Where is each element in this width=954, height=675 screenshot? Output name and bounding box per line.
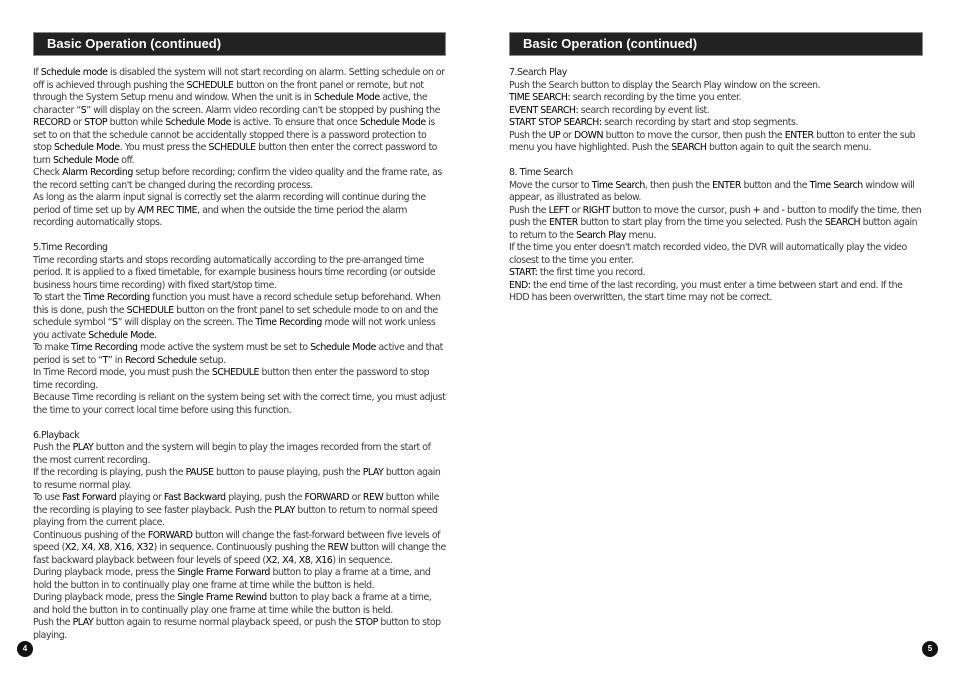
text-run: is active. To ensure that once bbox=[231, 117, 360, 128]
text-run: To make bbox=[33, 342, 71, 353]
text-run: If the recording is playing, push the bbox=[33, 467, 186, 478]
text-run: Check bbox=[33, 167, 63, 178]
paragraph bbox=[509, 105, 923, 118]
text-run: button to start play from the time you selected. Push the bbox=[577, 217, 825, 228]
keyword: END: bbox=[509, 279, 531, 291]
text-run: During playback mode, press the bbox=[33, 592, 178, 603]
keyword: X8 bbox=[298, 554, 311, 566]
keyword: Schedule Mode bbox=[53, 142, 120, 153]
left-page bbox=[33, 0, 446, 675]
keyword: Fast Forward bbox=[62, 492, 117, 503]
text-run: is set to on that the schedule cannot be accidentally stopped there is a password protection to stop bbox=[33, 117, 435, 153]
text-run: off. bbox=[118, 154, 135, 166]
keyword: DOWN bbox=[573, 129, 604, 141]
keyword: Record Schedule bbox=[124, 354, 197, 366]
keyword: RECORD bbox=[33, 117, 71, 128]
text-run: function you must have a record schedule setup beforehand. When this is done, push the bbox=[33, 292, 441, 316]
text-run: 7.Search Play bbox=[509, 67, 567, 78]
right-page bbox=[509, 0, 923, 675]
text-run: ” will display on the screen. Alarm video recording can't be stopped by pushing the bbox=[86, 104, 440, 116]
paragraph bbox=[33, 592, 446, 617]
text-run: button while bbox=[107, 117, 166, 128]
text-run: , bbox=[293, 554, 299, 566]
text-run: search recording by start and stop segments. bbox=[601, 117, 798, 128]
keyword: T bbox=[102, 354, 108, 366]
text-run: window will appear, as illustrated as below. bbox=[509, 179, 915, 203]
text-run: . You must press the bbox=[119, 142, 209, 153]
text-run: ” in bbox=[107, 354, 125, 366]
keyword: Time Recording bbox=[255, 317, 322, 328]
keyword: SEARCH bbox=[824, 217, 861, 228]
text-run: Time recording starts and stops recording automatically according to the pre-arranged time period. It is applied to a fixed timetable, for example business hours time recording (or outside business hours time recording) with fixed start/stop time. bbox=[33, 254, 436, 291]
text-run: , bbox=[310, 554, 316, 566]
text-run: To start the bbox=[33, 292, 84, 303]
text-run: mode will not work unless you activate bbox=[33, 317, 436, 341]
text-run: playing or bbox=[116, 492, 164, 503]
keyword: A/M REC TIME bbox=[137, 204, 198, 216]
keyword: PLAY bbox=[362, 467, 384, 478]
keyword: S bbox=[112, 317, 118, 328]
keyword: X4 bbox=[282, 554, 294, 566]
paragraph bbox=[33, 392, 446, 417]
keyword: X32 bbox=[136, 542, 154, 553]
keyword: PLAY bbox=[72, 617, 94, 628]
keyword: UP bbox=[548, 129, 561, 141]
paragraph-gap bbox=[33, 230, 446, 243]
text-run: Push the Search button to display the Search Play window on the screen. bbox=[509, 79, 821, 91]
text-run: Push the bbox=[509, 129, 549, 141]
keyword: X8 bbox=[97, 542, 110, 553]
keyword: X2 bbox=[265, 554, 278, 566]
text-run: Push the bbox=[33, 442, 73, 453]
text-run: button again to resume normal playback speed, or push the bbox=[93, 617, 355, 628]
section-header: Basic Operation (continued) bbox=[509, 32, 923, 56]
keyword: Fast Backward bbox=[163, 492, 226, 503]
text-run: button then enter the password to stop time recording. bbox=[33, 367, 430, 391]
keyword: RIGHT bbox=[582, 204, 610, 216]
text-run: setup before recording; confirm the video quality and the frame rate, as the record setting can't be changed during the recording process. bbox=[33, 167, 442, 191]
text-run: To use bbox=[33, 492, 63, 503]
paragraph bbox=[33, 567, 446, 592]
text-run: button will change the fast backward playback between four levels of speed ( bbox=[33, 542, 446, 566]
text-run: button then enter the correct password to turn bbox=[33, 142, 437, 166]
section-title bbox=[33, 430, 446, 443]
text-run: , bbox=[76, 542, 82, 553]
keyword: Schedule Mode bbox=[310, 342, 376, 353]
text-run: . bbox=[154, 329, 157, 341]
text-run: Push the bbox=[509, 204, 549, 216]
text-run: playing, push the bbox=[225, 492, 305, 503]
text-run: button and the system will begin to play the images recorded from the start of the most current recording. bbox=[33, 442, 431, 466]
keyword: Alarm Recording bbox=[62, 167, 133, 178]
text-run: , and when the outside the time period the alarm recording automatically stops. bbox=[33, 204, 407, 228]
keyword: Single Frame Rewind bbox=[177, 592, 267, 603]
text-run: Because Time recording is reliant on the system being set with the correct time, you must adjust the time to your correct local time before using this function. bbox=[33, 392, 446, 416]
text-run: or bbox=[568, 204, 583, 216]
paragraph bbox=[33, 342, 446, 367]
section-title bbox=[509, 167, 923, 180]
text-run: , bbox=[109, 542, 115, 553]
paragraph bbox=[33, 367, 446, 392]
keyword: START STOP SEARCH: bbox=[509, 117, 602, 128]
paragraph bbox=[509, 280, 923, 305]
page-number: 4 bbox=[17, 641, 33, 657]
paragraph-gap bbox=[509, 155, 923, 168]
keyword: SCHEDULE bbox=[186, 79, 234, 91]
paragraph bbox=[509, 92, 923, 105]
paragraph-gap bbox=[33, 417, 446, 430]
text-run: , bbox=[277, 554, 283, 566]
keyword: + bbox=[752, 204, 761, 216]
keyword: X16 bbox=[114, 542, 132, 553]
keyword: Time Recording bbox=[70, 342, 138, 353]
keyword: X4 bbox=[81, 542, 93, 553]
text-run: search recording by event list. bbox=[578, 104, 710, 116]
keyword: X2 bbox=[64, 542, 77, 553]
text-run: Move the cursor to bbox=[509, 179, 592, 191]
paragraph bbox=[509, 80, 923, 93]
text-run: mode active the system must be set to bbox=[137, 342, 311, 353]
keyword: SCHEDULE bbox=[211, 367, 259, 378]
keyword: X16 bbox=[315, 554, 333, 566]
text-run: , then push the bbox=[644, 179, 713, 191]
paragraph bbox=[509, 117, 923, 130]
keyword: SEARCH bbox=[671, 142, 707, 153]
keyword: Schedule Mode bbox=[359, 117, 426, 128]
keyword: Schedule Mode bbox=[52, 154, 119, 166]
right-page-body bbox=[509, 67, 923, 305]
keyword: ENTER bbox=[712, 179, 741, 191]
left-page-body bbox=[33, 67, 446, 642]
paragraph bbox=[33, 67, 446, 167]
text-run: ) in sequence. Continuously pushing the bbox=[153, 542, 328, 553]
section-title bbox=[33, 242, 446, 255]
text-run: During playback mode, press the bbox=[33, 567, 178, 578]
keyword: PAUSE bbox=[185, 467, 214, 478]
text-run: As long as the alarm input signal is correctly set the alarm recording will continue during the period of time set up by bbox=[33, 192, 426, 216]
paragraph bbox=[33, 292, 446, 342]
keyword: REW bbox=[327, 542, 348, 553]
text-run: 8. Time Search bbox=[509, 167, 573, 178]
text-run: button again to return to the bbox=[509, 217, 918, 241]
keyword: - bbox=[781, 204, 785, 216]
paragraph bbox=[33, 530, 446, 568]
keyword: ENTER bbox=[784, 129, 814, 141]
text-run: button to pause playing, push the bbox=[213, 467, 363, 478]
text-run: or bbox=[349, 492, 363, 503]
keyword: FORWARD bbox=[304, 492, 350, 503]
text-run: 5.Time Recording bbox=[33, 242, 108, 253]
keyword: Schedule Mode bbox=[88, 329, 155, 341]
keyword: ENTER bbox=[549, 217, 578, 228]
text-run: button on the front panel to set schedule mode to on and the schedule symbol “ bbox=[33, 304, 438, 328]
text-run: , bbox=[92, 542, 98, 553]
text-run: the end time of the last recording, you must enter a time between start and end. If the HDD has been overwritten, the start time may not be correct. bbox=[509, 279, 903, 303]
text-run: button to move the cursor, push bbox=[609, 204, 753, 216]
keyword: START: bbox=[509, 267, 538, 278]
text-run: , bbox=[131, 542, 137, 553]
text-run: button while the recording is playing to see faster playback. Push the bbox=[33, 492, 439, 516]
page-number: 5 bbox=[922, 641, 938, 657]
text-run: button to enter the sub menu you have highlighted. Push the bbox=[509, 129, 916, 153]
text-run: ” will display on the screen. The bbox=[117, 317, 256, 328]
paragraph bbox=[509, 242, 923, 267]
section-header: Basic Operation (continued) bbox=[33, 32, 446, 56]
text-run: button will change the fast-forward between five levels of speed ( bbox=[33, 529, 440, 553]
paragraph bbox=[509, 267, 923, 280]
keyword: S bbox=[80, 104, 87, 116]
keyword: REW bbox=[362, 492, 384, 503]
paragraph bbox=[33, 467, 446, 492]
text-run: setup. bbox=[196, 354, 226, 366]
text-run: button to move the cursor, then push the bbox=[603, 129, 785, 141]
text-run: search recording by the time you enter. bbox=[570, 92, 742, 103]
text-run: button on the front panel or remote, but not through the System Setup menu and window. When the unit is in bbox=[33, 79, 424, 103]
keyword: SCHEDULE bbox=[126, 304, 174, 316]
paragraph bbox=[33, 255, 446, 293]
keyword: Schedule mode bbox=[40, 67, 108, 78]
paragraph bbox=[33, 167, 446, 192]
keyword: STOP bbox=[84, 117, 108, 128]
text-run: Push the bbox=[33, 617, 73, 628]
keyword: Time Search bbox=[591, 179, 645, 191]
paragraph bbox=[33, 442, 446, 467]
text-run: Continuous pushing of the bbox=[33, 529, 148, 541]
text-run: In Time Record mode, you must push the bbox=[33, 367, 212, 378]
text-run: 6.Playback bbox=[33, 429, 80, 441]
keyword: STOP bbox=[354, 617, 378, 628]
keyword: Single Frame Forward bbox=[177, 567, 270, 578]
text-run: and bbox=[760, 204, 782, 216]
paragraph bbox=[509, 130, 923, 155]
keyword: PLAY bbox=[274, 504, 295, 516]
text-run: or bbox=[560, 129, 574, 141]
text-run: If the time you enter doesn't match recorded video, the DVR will automatically play the video closest to the time you enter. bbox=[509, 242, 907, 266]
keyword: Search Play bbox=[576, 229, 626, 241]
paragraph bbox=[33, 192, 446, 230]
keyword: LEFT bbox=[548, 204, 569, 216]
paragraph bbox=[509, 205, 923, 243]
text-run: button to return to normal speed playing from the current place. bbox=[33, 504, 438, 528]
text-run: active and that period is set to “ bbox=[33, 342, 443, 366]
text-run: button again to resume normal play. bbox=[33, 467, 441, 491]
text-run: button to stop playing. bbox=[33, 617, 441, 641]
section-title bbox=[509, 67, 923, 80]
paragraph bbox=[509, 180, 923, 205]
text-run: ) in sequence. bbox=[332, 554, 393, 566]
keyword: Schedule Mode bbox=[313, 92, 380, 103]
keyword: FORWARD bbox=[147, 529, 193, 541]
text-run: button to modify the time, then push the bbox=[509, 204, 922, 228]
paragraph bbox=[33, 492, 446, 530]
text-run: button to play a frame at a time, and hold the button in to continually play one frame at time while the button is held. bbox=[33, 567, 431, 591]
text-run: active, the character “ bbox=[33, 92, 428, 116]
text-run: or bbox=[70, 117, 85, 128]
keyword: EVENT SEARCH: bbox=[509, 104, 579, 116]
text-run: the first time you record. bbox=[537, 267, 646, 278]
text-run: button to play back a frame at a time, and hold the button in to continually play one frame at time while the button is held. bbox=[33, 592, 432, 616]
keyword: Time Search bbox=[809, 179, 863, 191]
text-run: button again to quit the search menu. bbox=[706, 142, 872, 153]
text-run: button and the bbox=[740, 179, 810, 191]
text-run: menu. bbox=[625, 229, 656, 241]
text-run: If bbox=[33, 67, 41, 78]
text-run: is disabled the system will not start recording on alarm. Setting schedule on or off is achieved through pushing the bbox=[33, 67, 445, 91]
keyword: Schedule Mode bbox=[165, 117, 232, 128]
keyword: SCHEDULE bbox=[208, 142, 256, 153]
keyword: TIME SEARCH: bbox=[509, 92, 571, 103]
keyword: PLAY bbox=[72, 442, 94, 453]
keyword: Time Recording bbox=[83, 292, 150, 303]
paragraph bbox=[33, 617, 446, 642]
